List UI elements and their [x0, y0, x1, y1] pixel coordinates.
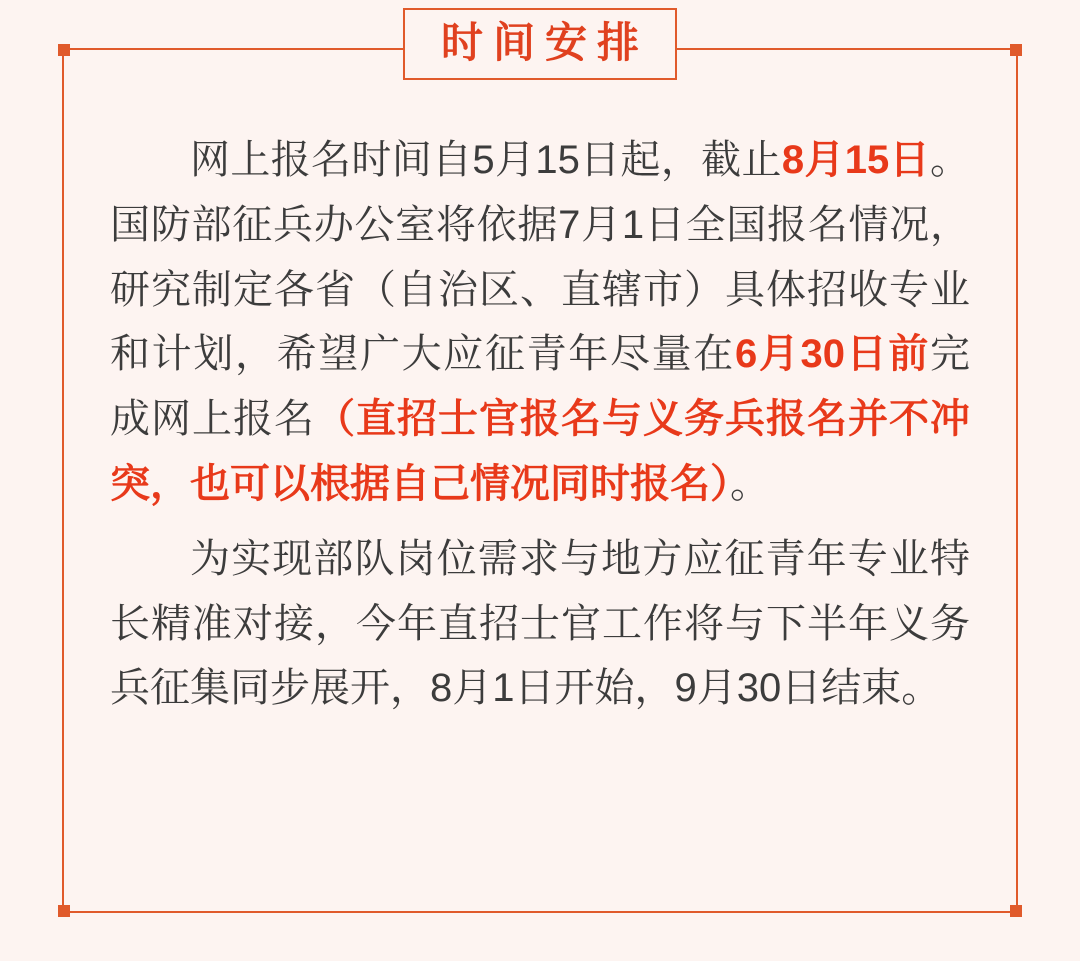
body-text: 网上报名时间自5月15日起，截止	[190, 138, 782, 182]
highlighted-text: 6月30日前	[734, 332, 930, 377]
title-badge	[403, 8, 677, 80]
paragraph-1	[110, 128, 970, 517]
page-title: 时间安排	[440, 19, 650, 66]
highlighted-text: （直招士官报名与义务兵报名并不冲突，也可以根据自己情况同时报名）	[110, 397, 970, 506]
body-text: 完成网上报名	[110, 332, 970, 442]
body-text: 。	[730, 461, 770, 506]
paragraph-2	[110, 527, 970, 721]
corner-marker-bottom-left	[58, 905, 70, 917]
corner-marker-bottom-right	[1010, 905, 1022, 917]
body-text: 。国防部征兵办公室将依据7月1日全国报名情况，研究制定各省（自治区、直辖市）具体招收专业和计划，希望广大应征青年尽量在	[110, 138, 970, 377]
corner-marker-top-left	[58, 44, 70, 56]
body-content	[110, 128, 970, 727]
corner-marker-top-right	[1010, 44, 1022, 56]
highlighted-text: 8月15日	[781, 138, 930, 182]
body-text: 为实现部队岗位需求与地方应征青年专业特长精准对接，今年直招士官工作将与下半年义务兵征集同步展开，8月1日开始，9月30日结束。	[110, 536, 970, 711]
